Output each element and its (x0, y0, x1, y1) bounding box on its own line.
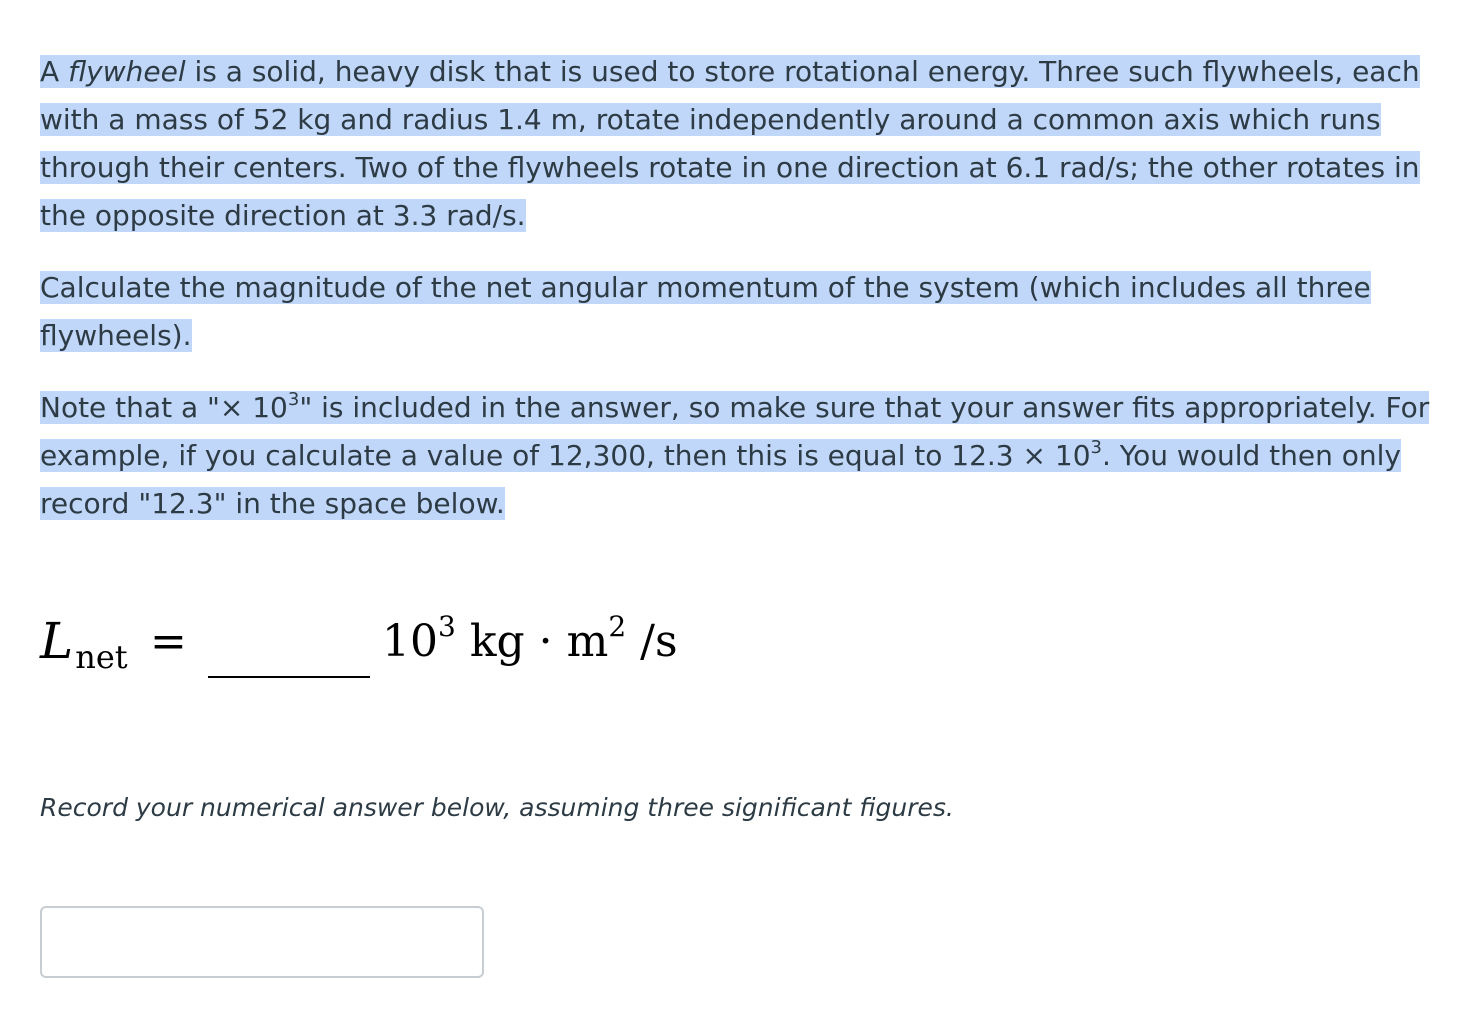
question-paragraph-3 (40, 384, 1430, 528)
units-exponent: 3 (438, 610, 456, 643)
selection-highlight (40, 391, 1429, 520)
equation-subscript: net (75, 638, 128, 676)
instruction-text: Record your numerical answer below, assuming three significant figures. (40, 793, 954, 822)
units-m-exponent: 2 (608, 610, 627, 643)
equation-symbol: L (40, 612, 74, 670)
answer-blank-line (208, 676, 370, 678)
question-text (40, 48, 1430, 552)
question-paragraph-2 (40, 264, 1430, 360)
units-kg-m: kg · m (455, 616, 609, 667)
exponent: 3 (1090, 437, 1102, 458)
equals-sign: = (150, 616, 187, 667)
exponent: 3 (287, 389, 300, 410)
units-tail: /s (626, 616, 678, 667)
answer-input[interactable] (40, 906, 484, 978)
note-text-part-1: Note that a "× 10 (40, 391, 288, 424)
selection-highlight (40, 55, 1420, 232)
note-text-part-3: . You would then only record "12.3" in the space below. (40, 439, 1401, 520)
paragraph-lead: A (40, 55, 69, 88)
selection-highlight: Calculate the magnitude of the net angular momentum of the system (which includes all three flywheels). (40, 271, 1371, 352)
equation-units (382, 610, 678, 667)
equation-lhs (40, 612, 128, 676)
term-flywheel: flywheel (68, 55, 186, 88)
question-paragraph-1 (40, 48, 1430, 240)
note-text-part-2: " is included in the answer, so make sure that your answer fits appropriately. For example, if you calculate a value of 12,300, then this is equal to 12.3 × 10 (40, 391, 1430, 472)
units-base: 10 (382, 616, 438, 667)
paragraph-body: is a solid, heavy disk that is used to store rotational energy. Three such flywheels, each with a mass of 52 kg and radius 1.4 m, rotate independently around a common axis which runs through their centers. Two of the flywheels rotate in one direction at 6.1 rad/s; the other rotates in the opposite direction at 3.3 rad/s. (40, 55, 1420, 232)
